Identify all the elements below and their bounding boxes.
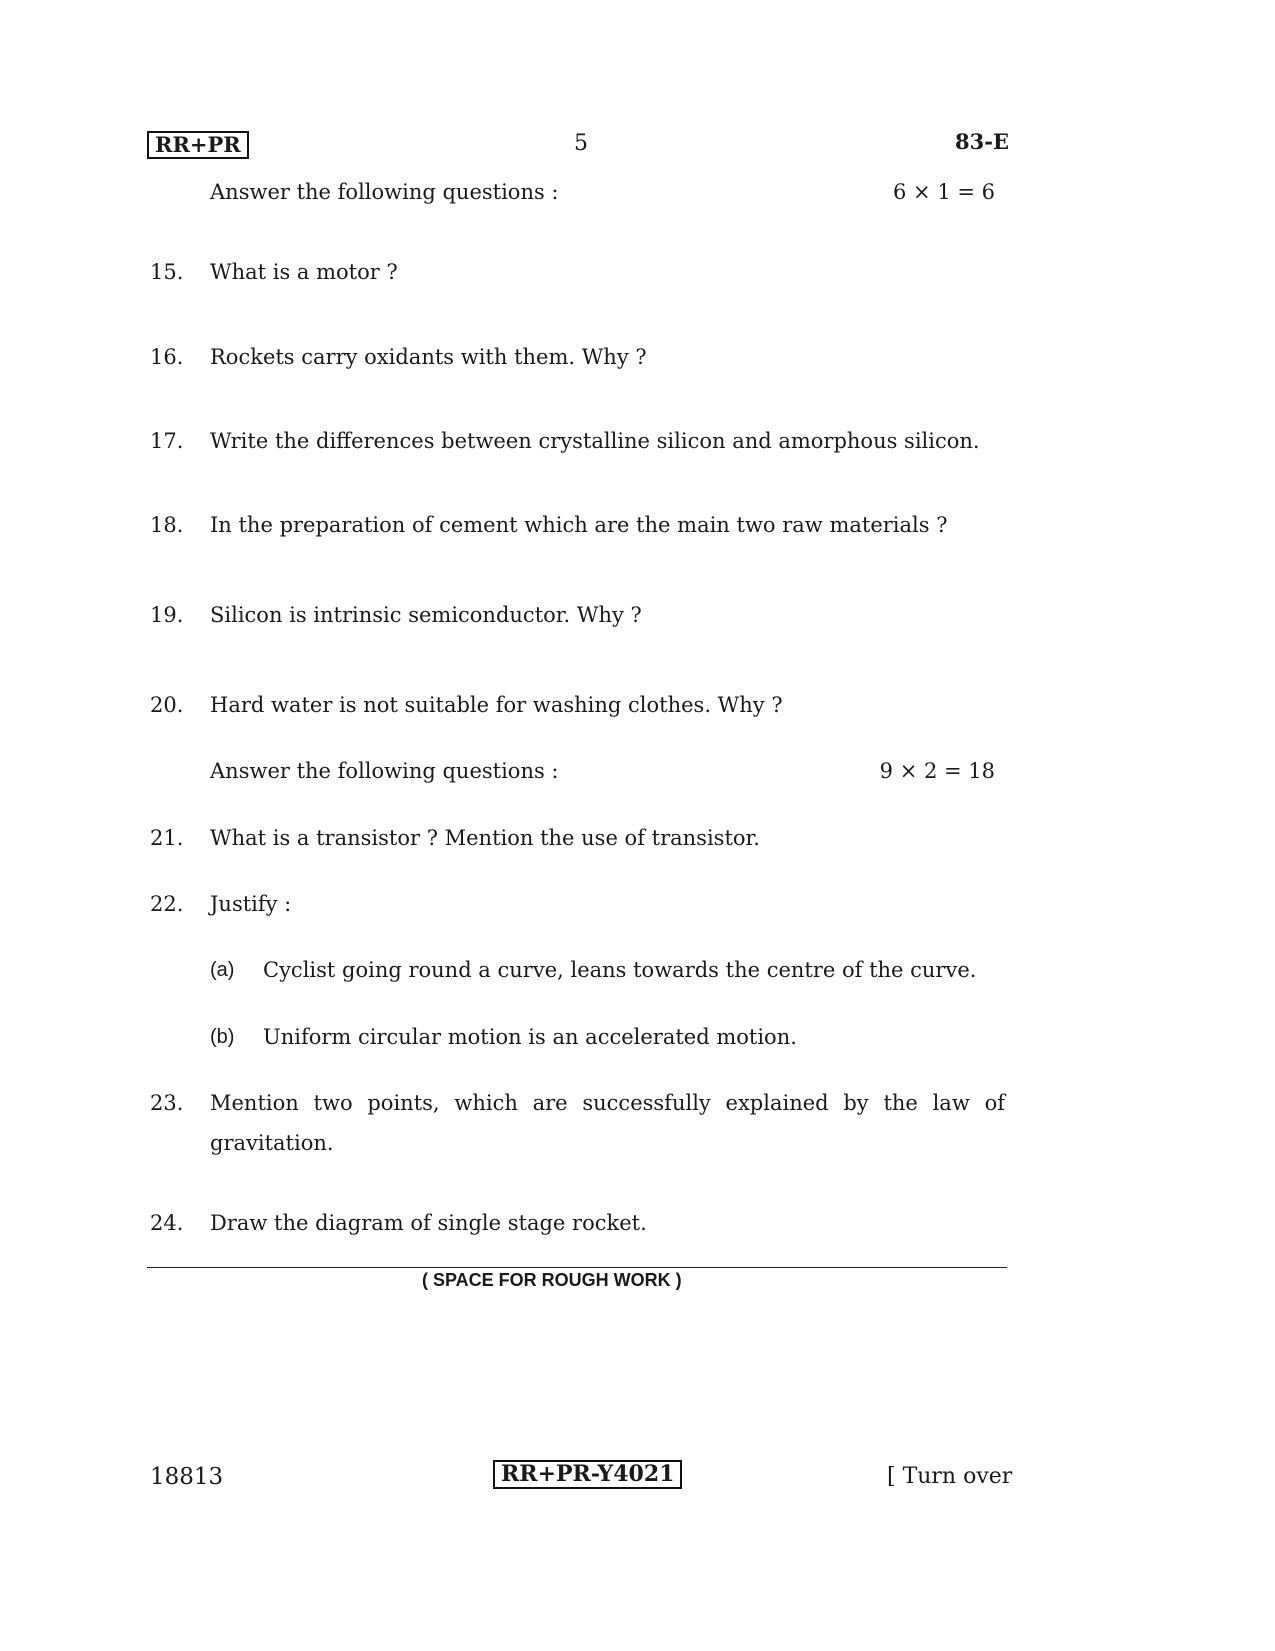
header-right-code: 83-E <box>955 129 1009 154</box>
subpart-label: (b) <box>210 1026 235 1048</box>
question-number: 24. <box>150 1211 184 1235</box>
question-number: 23. <box>150 1091 184 1115</box>
footer-center-code: RR+PR-Y4021 <box>493 1460 682 1489</box>
section2-marks: 9 × 2 = 18 <box>879 759 995 783</box>
question-text: What is a motor ? <box>210 260 398 284</box>
question-text: Hard water is not suitable for washing clothes. Why ? <box>210 693 783 717</box>
question-number: 20. <box>150 693 184 717</box>
question-text: What is a transistor ? Mention the use of transistor. <box>210 826 760 850</box>
question-text-line2: gravitation. <box>210 1131 334 1155</box>
rough-work-label: ( SPACE FOR ROUGH WORK ) <box>422 1270 682 1290</box>
question-number: 18. <box>150 513 184 537</box>
question-number: 15. <box>150 260 184 284</box>
question-number: 19. <box>150 603 184 627</box>
question-text: Draw the diagram of single stage rocket. <box>210 1211 647 1235</box>
subpart-text: Uniform circular motion is an accelerated motion. <box>263 1025 797 1049</box>
header-left-code: RR+PR <box>147 131 249 159</box>
question-text: Write the differences between crystalline silicon and amorphous silicon. <box>210 429 980 453</box>
section2-instruction: Answer the following questions : <box>210 759 559 783</box>
question-text-line1: Mention two points, which are successfully explained by the law of <box>210 1091 1005 1115</box>
question-number: 22. <box>150 892 184 916</box>
question-number: 21. <box>150 826 184 850</box>
subpart-text: Cyclist going round a curve, leans towards the centre of the curve. <box>263 958 977 982</box>
question-number: 17. <box>150 429 184 453</box>
subpart-label: (a) <box>210 959 235 981</box>
question-text: Rockets carry oxidants with them. Why ? <box>210 345 647 369</box>
rough-work-divider <box>147 1267 1007 1268</box>
question-text: In the preparation of cement which are the main two raw materials ? <box>210 513 948 537</box>
section1-marks: 6 × 1 = 6 <box>893 180 995 204</box>
question-text: Justify : <box>210 892 292 916</box>
page-number: 5 <box>574 131 588 156</box>
section1-instruction: Answer the following questions : <box>210 180 559 204</box>
footer-left-code: 18813 <box>150 1464 224 1490</box>
turn-over-label: [ Turn over <box>887 1464 1013 1489</box>
question-text: Silicon is intrinsic semiconductor. Why ? <box>210 603 642 627</box>
question-number: 16. <box>150 345 184 369</box>
